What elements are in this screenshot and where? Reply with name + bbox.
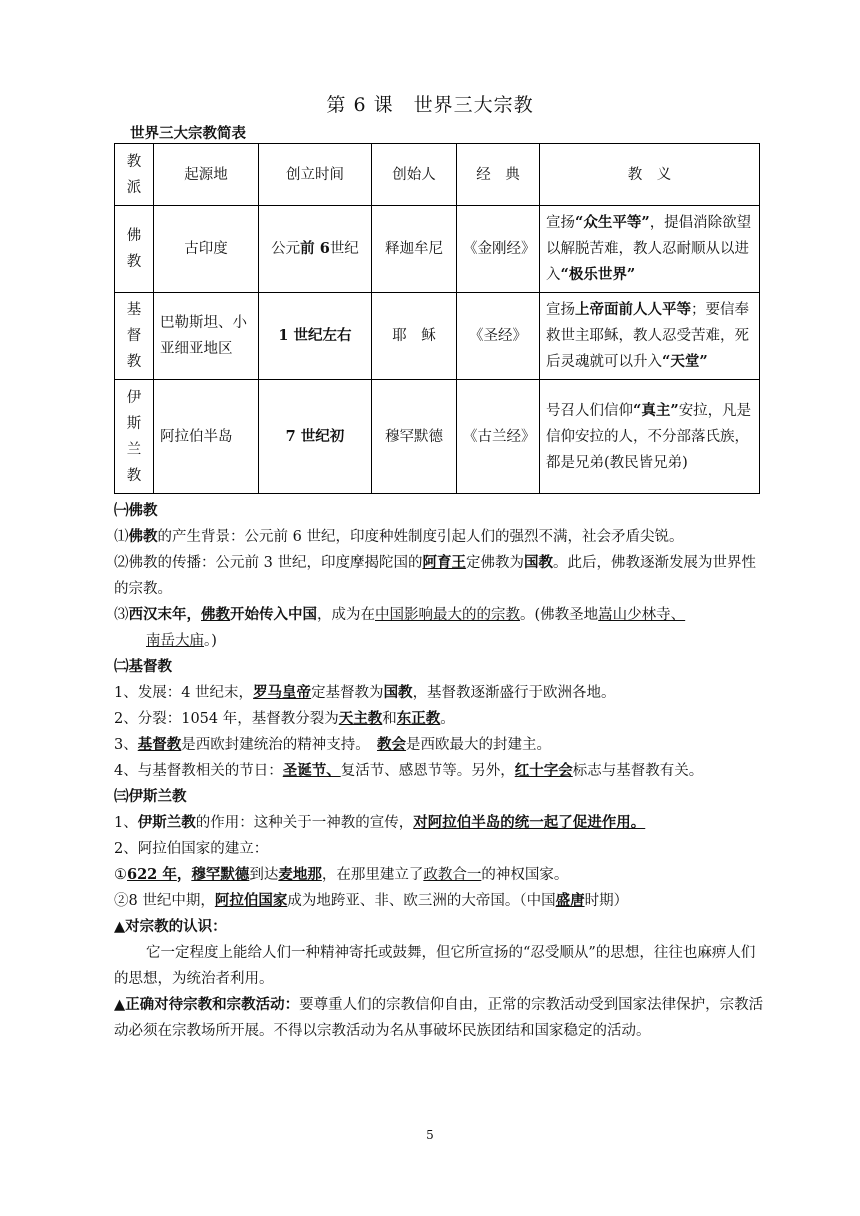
founder-cell: 穆罕默德 [372,380,457,494]
founder-cell: 释迦牟尼 [372,206,457,293]
table-row [115,293,760,380]
note-paragraph: ①622 年，穆罕默德到达麦地那，在那里建立了政教合一的神权国家。 [114,866,569,883]
scripture-cell: 《古兰经》 [457,380,540,494]
section-heading-islam: ㈢伊斯兰教 [114,789,187,805]
note-paragraph: 2、阿拉伯国家的建立： [114,841,269,857]
religions-table [114,143,760,494]
origin-cell: 古印度 [154,206,259,293]
note-paragraph: 1、伊斯兰教的作用：这种关于一神教的宣传，对阿拉伯半岛的统一起了促进作用。 [114,814,646,831]
note-paragraph: 1、发展：4 世纪末，罗马皇帝定基督教为国教，基督教逐渐盛行于欧洲各地。 [114,684,616,701]
section-heading-view: ▲对宗教的认识： [114,919,227,935]
header-origin: 起源地 [154,144,259,206]
scripture-cell: 《圣经》 [457,293,540,380]
note-paragraph: 3、基督教是西欧封建统治的精神支持。 教会是西欧最大的封建主。 [114,736,551,753]
note-paragraph: ▲正确对待宗教和宗教活动：要尊重人们的宗教信仰自由，正常的宗教活动受到国家法律保护，宗教活动必须在宗教场所开展。不得以宗教活动为名从事破坏民族团结和国家稳定的活动。 [114,997,764,1039]
header-doctrine: 教 义 [540,144,760,206]
header-founder: 创始人 [372,144,457,206]
note-paragraph: 它一定程度上能给人们一种精神寄托或鼓舞，但它所宣扬的“忍受顺从”的思想，往往也麻痹人们的思想，为统治者利用。 [114,945,756,987]
table-row [115,380,760,494]
table-caption: 世界三大宗教简表 [130,126,246,142]
origin-cell: 巴勒斯坦、小亚细亚地区 [154,293,259,380]
section-heading-buddhism: ㈠佛教 [114,503,158,519]
sect-cell: 佛教 [115,206,154,293]
header-scripture: 经 典 [457,144,540,206]
note-paragraph: ⑶西汉末年，佛教开始传入中国，成为在中国影响最大的的宗教。(佛教圣地嵩山少林寺、 南岳大庙。) [114,606,686,649]
header-sect: 教派 [115,144,154,206]
sect-cell: 伊斯兰教 [115,380,154,494]
time-cell: 7 世纪初 [259,380,372,494]
doctrine-cell: 宣扬“众生平等”，提倡消除欲望以解脱苦难，教人忍耐顺从以进入“极乐世界” [540,206,760,293]
table-header-row [115,144,760,206]
time-cell: 公元前 6世纪 [259,206,372,293]
note-paragraph: ②8 世纪中期，阿拉伯国家成为地跨亚、非、欧三洲的大帝国。（中国盛唐时期） [114,892,629,909]
header-time: 创立时间 [259,144,372,206]
doctrine-cell: 宣扬上帝面前人人平等；要信奉救世主耶稣，教人忍受苦难，死后灵魂就可以升入“天堂” [540,293,760,380]
note-paragraph: ⑵佛教的传播：公元前 3 世纪，印度摩揭陀国的阿育王定佛教为国教。此后，佛教逐渐发展为世界性的宗教。 [114,554,756,597]
section-heading-christianity: ㈡基督教 [114,659,172,675]
note-paragraph: 2、分裂：1054 年，基督教分裂为天主教和东正教。 [114,710,455,727]
page-title: 第 6 课 世界三大宗教 [326,94,534,116]
doctrine-cell: 号召人们信仰“真主”安拉，凡是信仰安拉的人，不分部落氏族，都是兄弟(教民皆兄弟) [540,380,760,494]
origin-cell: 阿拉伯半岛 [154,380,259,494]
sect-cell: 基督教 [115,293,154,380]
note-paragraph: 4、与基督教相关的节日：圣诞节、复活节、感恩节等。另外，红十字会标志与基督教有关。 [114,762,704,779]
page-number: 5 [426,1128,434,1142]
scripture-cell: 《金刚经》 [457,206,540,293]
time-cell: 1 世纪左右 [259,293,372,380]
founder-cell: 耶 稣 [372,293,457,380]
notes-body [114,498,764,1044]
note-paragraph: ⑴佛教的产生背景：公元前 6 世纪，印度种姓制度引起人们的强烈不满，社会矛盾尖锐。 [114,528,684,545]
table-row [115,206,760,293]
